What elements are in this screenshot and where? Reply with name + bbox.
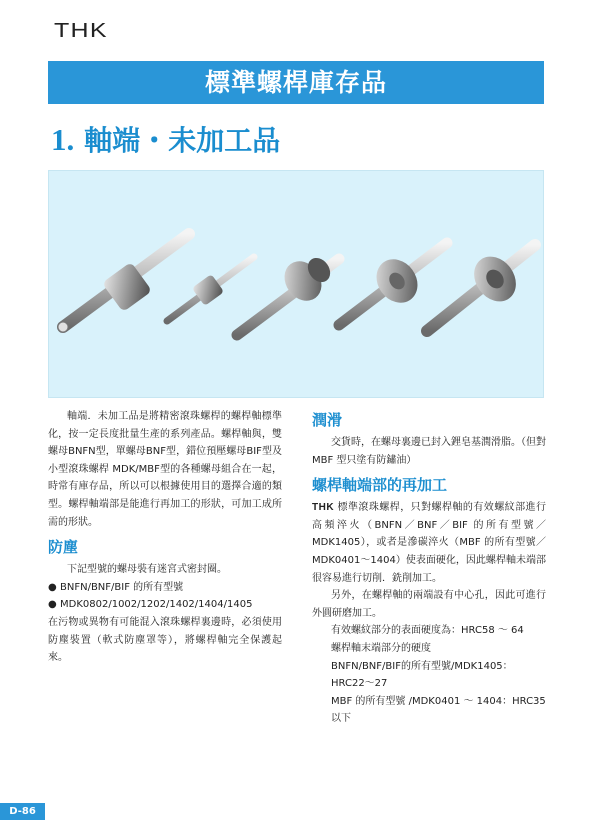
product-photo [48,170,544,398]
rework-paragraph-2: 另外，在螺桿軸的兩端設有中心孔，因此可進行外圓研磨加工。 [312,590,546,619]
ballscrew-2 [167,257,254,321]
left-column [48,408,282,667]
bullet-icon: ● [48,599,57,611]
rework-paragraph-1-text: 標準滾珠螺桿，只對螺桿軸的有效螺紋部進行高頻淬火（BNFN／BNF／BIF 的所有型號／MDK1405），或者是滲碳淬火（MBF 的所有型號／MDK0401～1404）使表面硬化，因此螺桿軸未端部很容易進行切削．銑削加工。 [312,502,546,584]
right-column [312,408,546,728]
ballscrew-photo-illustration [49,171,544,398]
dust-bullet-1 [48,579,282,597]
thk-logo: THK [54,20,108,42]
dust-paragraph-1: 下記型號的螺母裝有迷宮式密封圈。 [67,564,227,576]
page-banner: 標準螺桿庫存品 [48,61,544,104]
lube-heading: 潤滑 [312,411,343,429]
dust-paragraph-2: 在污物或異物有可能混入滾珠螺桿裏邊時，必須使用防塵裝置（軟式防塵罩等），將螺桿軸完全保護起來。 [48,616,282,664]
rework-hardness-1: 有效螺紋部分的表面硬度為：HRC58 ～ 64 [331,625,524,637]
thk-brand-inline: THK [312,502,335,514]
section-title [51,119,280,159]
rework-hardness-4: MBF 的所有型號 /MDK0401 ～ 1404：HRC35 以下 [331,695,546,725]
section-title-text: 軸端・未加工品 [84,124,281,157]
dust-bullet-text: BNFN/BNF/BIF 的所有型號 [60,581,184,593]
bullet-icon: ● [48,581,57,593]
lube-paragraph: 交貨時，在螺母裏邊已封入鋰皂基潤滑脂。（但對 MBF 型只塗有防鏽油） [312,437,546,466]
ballscrew-3 [237,254,339,335]
rework-hardness-3: BNFN/BNF/BIF的所有型號/MDK1405：HRC22～27 [331,660,513,690]
dust-heading: 防塵 [48,538,79,557]
intro-paragraph: 軸端．未加工品是將精密滾珠螺桿的螺桿軸標準化，按一定長度批量生產的系列產品。螺桿軸與，雙螺母BNFN型，單螺母BNF型，錯位預壓螺母BIF型及小型滾珠螺桿 MDK/MBF型的各種螺母組合在一起，時常有庫存品，所以可以根據使用目的選擇合適的類型。螺桿軸端部是能進行再加工的形狀，可加工成所需的形狀。 [48,411,282,528]
ballscrew-5 [427,245,535,331]
ballscrew-4 [339,243,447,325]
rework-hardness-2: 螺桿軸末端部分的硬度 [331,642,431,654]
page-number: D-86 [0,803,45,820]
dust-bullet-text: MDK0802/1002/1202/1402/1404/1405 [60,599,253,611]
rework-heading: 螺桿軸端部的再加工 [312,476,448,495]
rework-paragraph-1 [312,499,546,587]
dust-bullet-2 [48,596,282,614]
section-number: 1. [51,122,75,157]
